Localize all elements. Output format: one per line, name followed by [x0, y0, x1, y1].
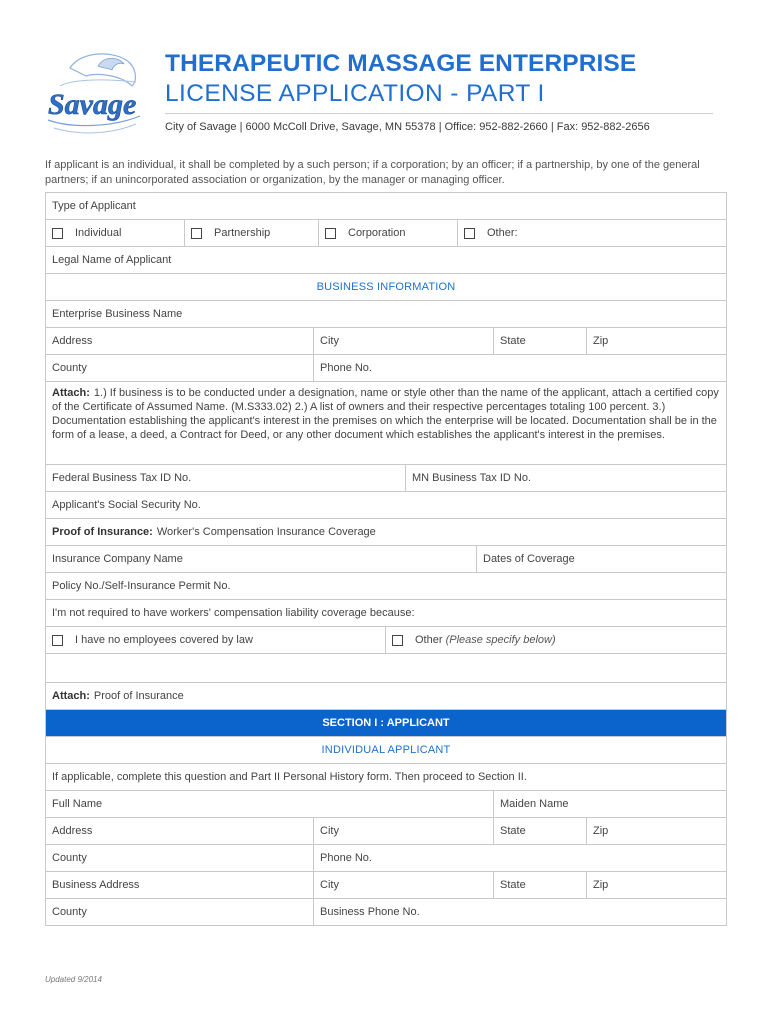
section-instruction: If applicable, complete this question and Part II Personal History form. Then proceed to Section II. [52, 771, 527, 783]
checkbox-no-employees[interactable] [52, 635, 63, 646]
tax-id-row [46, 465, 726, 492]
checkbox-other-exemption[interactable] [392, 635, 403, 646]
ssn-row[interactable] [46, 492, 726, 519]
exemption-options-row [46, 627, 726, 654]
page-title: THERAPEUTIC MASSAGE ENTERPRISE [165, 50, 637, 77]
option-individual[interactable]: Individual [46, 220, 185, 246]
intro-text: If applicant is an individual, it shall be completed by a such person; if a corporation; by an officer; if a partnership, by one of the general partners; if an unincorporated association or organization, by the manager or managing officer. [45, 159, 700, 186]
full-name-field[interactable]: Full Name [46, 791, 494, 817]
applicant-county-row [46, 845, 726, 872]
applicant-business-county-row [46, 899, 726, 926]
legal-name-row[interactable] [46, 247, 726, 274]
state-field[interactable]: State [494, 328, 587, 354]
enterprise-name-label: Enterprise Business Name [52, 308, 183, 320]
applicant-county-field[interactable]: County [46, 845, 314, 871]
not-required-row [46, 600, 726, 627]
applicant-business-phone-field[interactable]: Business Phone No. [320, 906, 420, 918]
business-info-header-row [46, 274, 726, 301]
applicant-zip-field[interactable]: Zip [593, 825, 609, 837]
applicant-address-field[interactable]: Address [46, 818, 314, 844]
mn-tax-id-field[interactable]: MN Business Tax ID No. [412, 472, 532, 484]
applicant-business-county-field[interactable]: County [46, 899, 314, 925]
zip-field[interactable]: Zip [593, 335, 609, 347]
address-field[interactable]: Address [46, 328, 314, 354]
individual-applicant-header-row [46, 737, 726, 764]
applicant-business-city-field[interactable]: City [314, 872, 494, 898]
option-corporation[interactable]: Corporation [319, 220, 458, 246]
option-other[interactable]: Other: [458, 220, 726, 246]
maiden-name-field[interactable]: Maiden Name [500, 798, 569, 810]
applicant-business-state-field[interactable]: State [494, 872, 587, 898]
other-specify-row[interactable] [46, 654, 726, 683]
page-subtitle: LICENSE APPLICATION - PART I [165, 80, 545, 107]
option-partnership[interactable]: Partnership [185, 220, 319, 246]
checkbox-individual[interactable] [52, 228, 63, 239]
applicant-business-address-field[interactable]: Business Address [46, 872, 314, 898]
applicant-type-options [46, 220, 726, 247]
dates-coverage-field[interactable]: Dates of Coverage [483, 553, 575, 565]
not-required-text: I'm not required to have workers' compensation liability coverage because: [52, 607, 415, 619]
applicant-city-field[interactable]: City [314, 818, 494, 844]
applicant-address-row [46, 818, 726, 845]
federal-tax-id-field[interactable]: Federal Business Tax ID No. [46, 465, 406, 491]
header-divider [165, 113, 713, 114]
proof-insurance-text: Proof of Insurance: Worker's Compensation Insurance Coverage [52, 526, 376, 538]
applicant-business-zip-field[interactable]: Zip [593, 879, 609, 891]
policy-no-row[interactable] [46, 573, 726, 600]
county-phone-row [46, 355, 726, 382]
applicant-state-field[interactable]: State [494, 818, 587, 844]
business-address-row [46, 328, 726, 355]
business-info-header: BUSINESS INFORMATION [316, 281, 456, 293]
attach-proof-text: Attach: Proof of Insurance [52, 690, 184, 702]
applicant-type-row [46, 193, 726, 220]
applicant-phone-field[interactable]: Phone No. [320, 852, 372, 864]
section-applicant-bar: SECTION I : APPLICANT [46, 710, 726, 737]
savage-logo [40, 46, 148, 142]
full-name-row [46, 791, 726, 818]
attach-instructions: Attach: 1.) If business is to be conducted under a designation, name or style other than the name of the applicant, attach a certified copy of the Certificate of Assumed Name. (M.S333.02) 2.) A list of owners and their respective percentages totaling 100 percent. 3.) Documentation establishing the applicant's interest in the premises on which the enterprise will be located. Documentation shall be in the form of a lease, a deed, a Contract for Deed, or any other document which establishes the applicant's interest in the premises. [46, 382, 726, 465]
updated-date: Updated 9/2014 [45, 975, 102, 984]
legal-name-label: Legal Name of Applicant [52, 254, 172, 266]
other-specify-field[interactable] [46, 654, 726, 682]
proof-insurance-row [46, 519, 726, 546]
svg-text:Savage: Savage [48, 88, 137, 121]
applicant-business-address-row [46, 872, 726, 899]
policy-no-label: Policy No./Self-Insurance Permit No. [52, 580, 231, 592]
individual-applicant-header: INDIVIDUAL APPLICANT [321, 744, 451, 756]
county-field[interactable]: County [46, 355, 314, 381]
phone-field[interactable]: Phone No. [320, 362, 372, 374]
enterprise-name-row[interactable] [46, 301, 726, 328]
application-form [45, 192, 727, 926]
checkbox-other[interactable] [464, 228, 475, 239]
attach-proof-row [46, 683, 726, 710]
contact-info: City of Savage | 6000 McColl Drive, Savage, MN 55378 | Office: 952-882-2660 | Fax: 952-882-2656 [165, 121, 650, 133]
instruction-row [46, 764, 726, 791]
ssn-label: Applicant's Social Security No. [52, 499, 201, 511]
checkbox-corporation[interactable] [325, 228, 336, 239]
insurance-company-field[interactable]: Insurance Company Name [46, 546, 477, 572]
applicant-type-label: Type of Applicant [52, 200, 136, 212]
option-no-employees[interactable]: I have no employees covered by law [46, 627, 386, 653]
city-field[interactable]: City [314, 328, 494, 354]
insurance-company-row [46, 546, 726, 573]
checkbox-partnership[interactable] [191, 228, 202, 239]
option-other-exemption[interactable]: Other (Please specify below) [386, 627, 726, 653]
